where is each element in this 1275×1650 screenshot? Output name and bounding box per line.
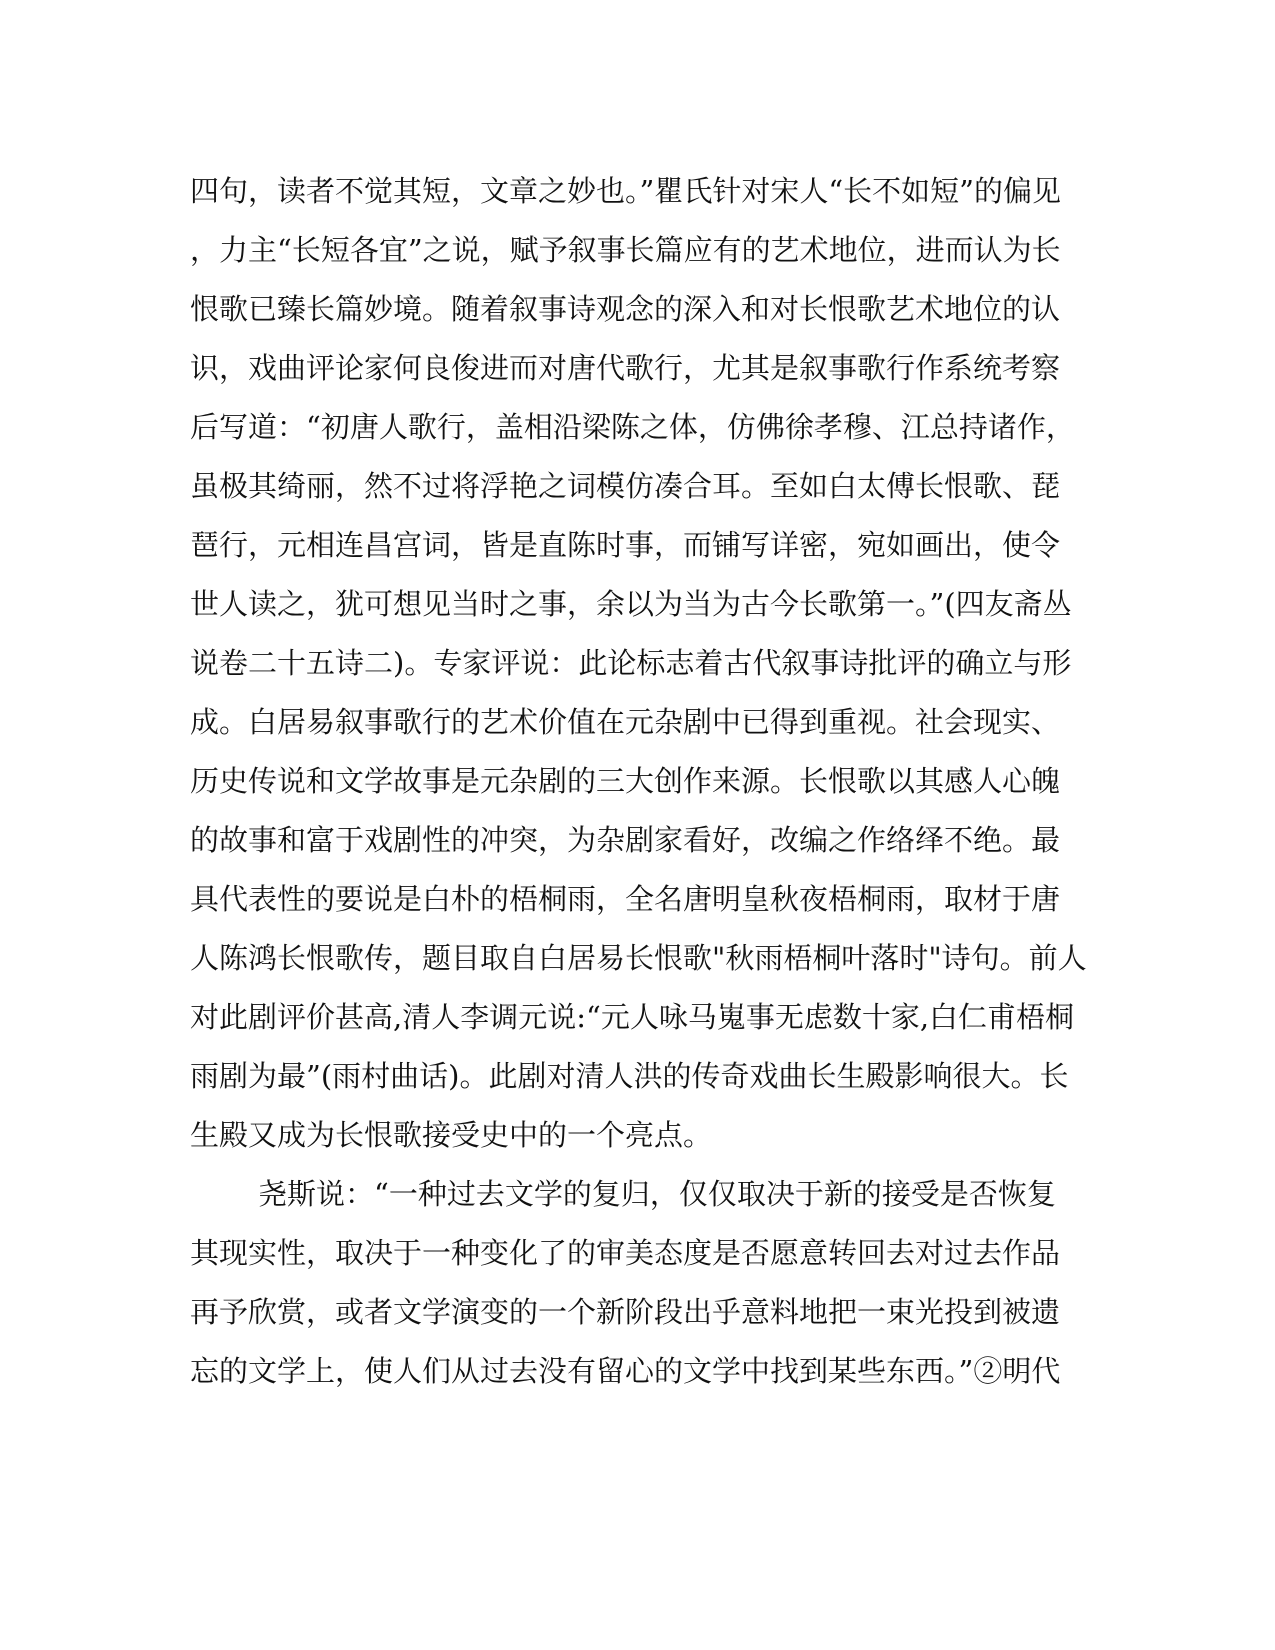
text-line: 说卷二十五诗二)。专家评说：此论标志着古代叙事诗批评的确立与形 xyxy=(190,646,1072,680)
paragraph-start-line: 尧斯说：“一种过去文学的复归，仅仅取决于新的接受是否恢复 xyxy=(258,1177,1056,1211)
text-line: 世人读之，犹可想见当时之事，余以为当为古今长歌第一。”(四友斋丛 xyxy=(190,587,1072,621)
text-line: 对此剧评价甚高,清人李调元说:“元人咏马嵬事无虑数十家,白仁甫梧桐 xyxy=(190,1000,1075,1034)
text-line: 识，戏曲评论家何良俊进而对唐代歌行，尤其是叙事歌行作系统考察 xyxy=(190,351,1061,385)
text-line: 虽极其绮丽，然不过将浮艳之词模仿凑合耳。至如白太傅长恨歌、琵 xyxy=(190,469,1061,503)
body-text xyxy=(190,162,1090,1401)
text-line: ，力主“长短各宜”之说，赋予叙事长篇应有的艺术地位，进而认为长 xyxy=(190,233,1061,267)
text-line: 其现实性，取决于一种变化了的审美态度是否愿意转回去对过去作品 xyxy=(190,1236,1061,1270)
text-line: 生殿又成为长恨歌接受史中的一个亮点。 xyxy=(190,1118,713,1152)
text-line: 历史传说和文学故事是元杂剧的三大创作来源。长恨歌以其感人心魄 xyxy=(190,764,1061,798)
text-line: 雨剧为最”(雨村曲话)。此剧对清人洪的传奇戏曲长生殿影响很大。长 xyxy=(190,1059,1069,1093)
text-line: 忘的文学上，使人们从过去没有留心的文学中找到某些东西。”②明代 xyxy=(190,1354,1061,1388)
text-line: 后写道：“初唐人歌行，盖相沿梁陈之体，仿佛徐孝穆、江总持诸作， xyxy=(190,410,1075,444)
text-line: 的故事和富于戏剧性的冲突，为杂剧家看好，改编之作络绎不绝。最 xyxy=(190,823,1061,857)
text-line: 四句，读者不觉其短，文章之妙也。”瞿氏针对宋人“长不如短”的偏见 xyxy=(190,174,1061,208)
text-line: 琶行，元相连昌宫词，皆是直陈时事，而铺写详密，宛如画出，使令 xyxy=(190,528,1061,562)
text-line: 具代表性的要说是白朴的梧桐雨，全名唐明皇秋夜梧桐雨，取材于唐 xyxy=(190,882,1061,916)
text-line: 人陈鸿长恨歌传，题目取自白居易长恨歌"秋雨梧桐叶落时"诗句。前人 xyxy=(190,941,1087,975)
text-line: 成。白居易叙事歌行的艺术价值在元杂剧中已得到重视。社会现实、 xyxy=(190,705,1061,739)
text-line: 恨歌已臻长篇妙境。随着叙事诗观念的深入和对长恨歌艺术地位的认 xyxy=(190,292,1061,326)
text-line: 再予欣赏，或者文学演变的一个新阶段出乎意料地把一束光投到被遗 xyxy=(190,1295,1061,1329)
